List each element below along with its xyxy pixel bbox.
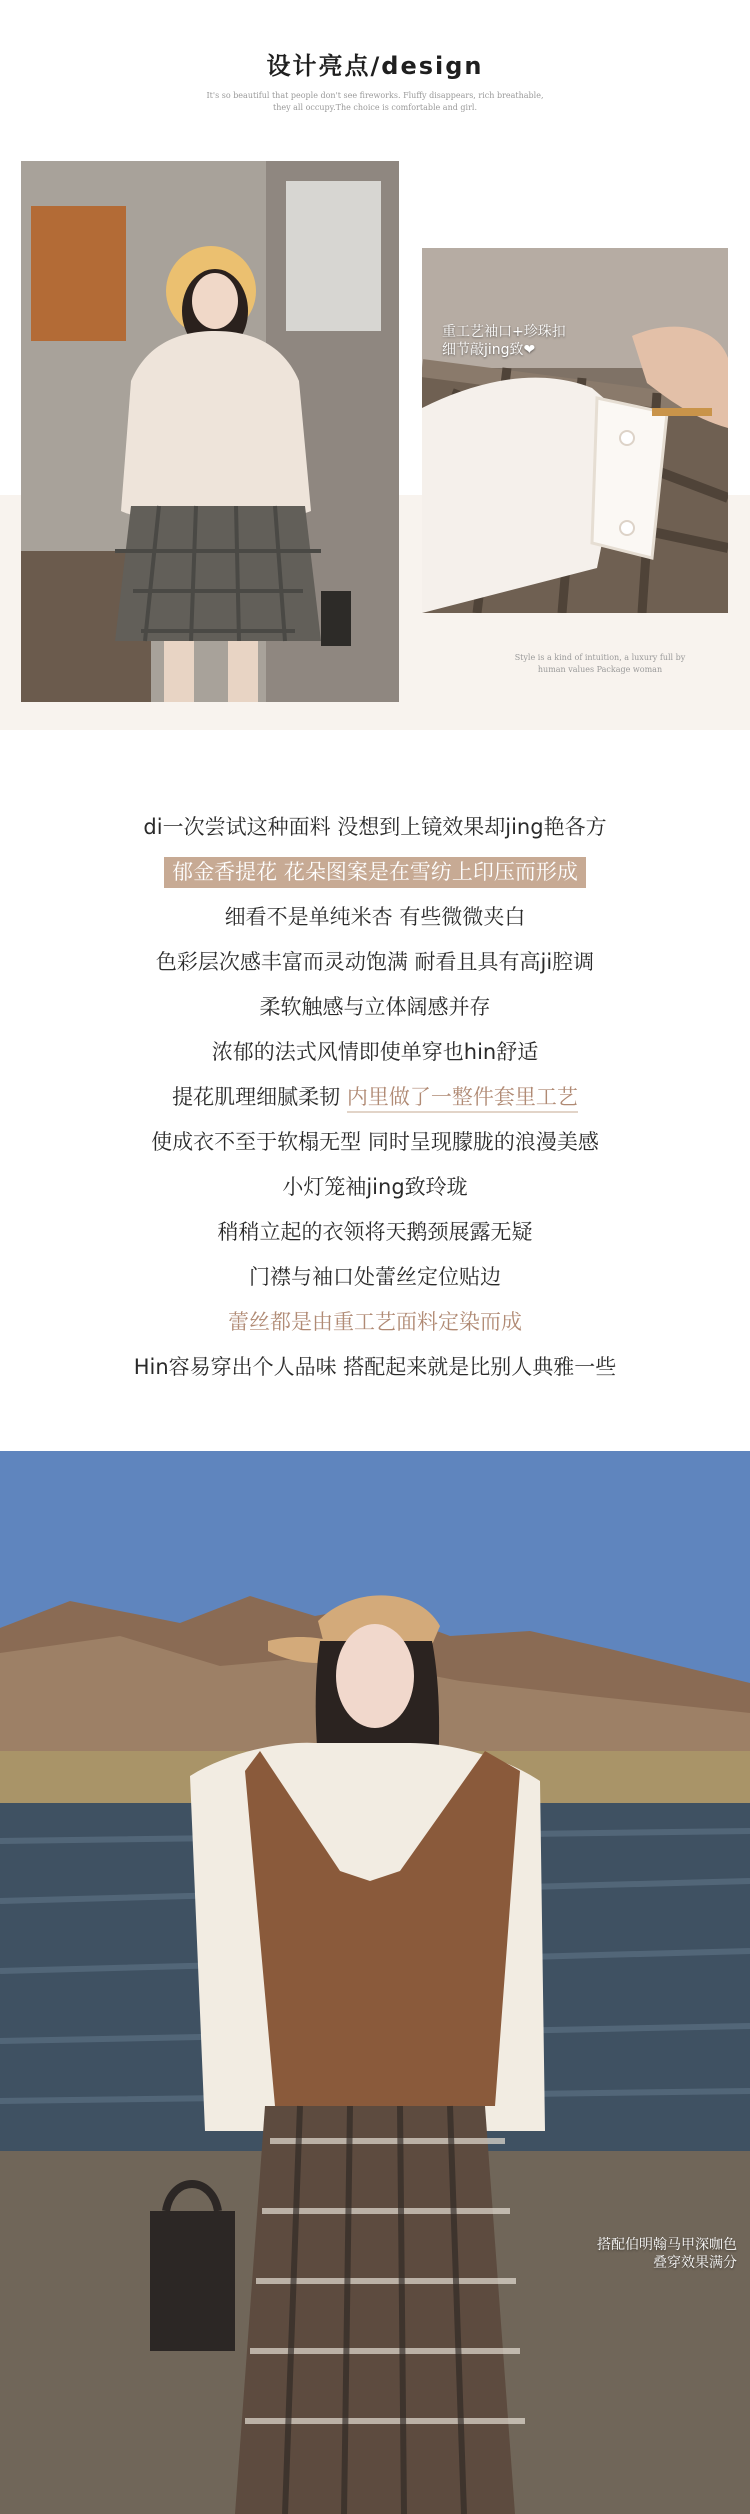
description-line-prefix: 提花肌理细腻柔韧	[172, 1085, 347, 1109]
sleeve-caption-line: 重工艺袖口+珍珠扣	[442, 324, 566, 340]
design-highlight-section	[0, 0, 750, 730]
description-block	[0, 805, 750, 1390]
description-line: 浓郁的法式风情即使单穿也hin舒适	[211, 1040, 539, 1064]
description-line-accent: 蕾丝都是由重工艺面料定染而成	[228, 1310, 522, 1334]
description-line: 色彩层次感丰富而灵动饱满 耐看且具有高ji腔调	[155, 950, 595, 974]
style-note	[510, 652, 690, 676]
tulip-jacquard-pill: 郁金香提花 花朵图案是在雪纺上印压而形成	[164, 857, 586, 888]
description-line: 门襟与袖口处蕾丝定位贴边	[249, 1265, 501, 1289]
outfit-caption-line: 叠穿效果满分	[653, 2255, 737, 2271]
model-photo-cafe	[21, 161, 399, 702]
sleeve-caption-line: 细节敲jing致❤	[442, 342, 536, 358]
description-line-mixed	[0, 1075, 750, 1120]
description-line: 小灯笼袖jing致玲珑	[282, 1175, 468, 1199]
outfit-caption-line: 搭配伯明翰马甲深咖色	[597, 2237, 737, 2253]
outdoor-photo-illustration	[0, 1451, 750, 2514]
sleeve-detail-photo	[422, 248, 728, 613]
description-line-highlight	[0, 850, 750, 895]
subtitle-line: they all occupy.The choice is comfortable and girl.	[273, 103, 477, 112]
description-line: 使成衣不至于软榻无型 同时呈现朦胧的浪漫美感	[151, 1130, 599, 1154]
sleeve-detail-illustration	[422, 248, 728, 613]
lining-highlight: 内里做了一整件套里工艺	[347, 1085, 578, 1113]
description-line: Hin容易穿出个人品味 搭配起来就是比别人典雅一些	[133, 1355, 617, 1379]
description-line: 细看不是单纯米杏 有些微微夹白	[224, 905, 526, 929]
outfit-caption	[537, 2236, 737, 2272]
style-note-line: Style is a kind of intuition, a luxury full by	[514, 653, 686, 662]
style-note-line: human values Package woman	[537, 665, 663, 674]
outdoor-model-photo	[0, 1451, 750, 2514]
description-line: 稍稍立起的衣领将天鹅颈展露无疑	[217, 1220, 533, 1244]
description-line: 柔软触感与立体阔感并存	[259, 995, 491, 1019]
subtitle	[0, 90, 750, 114]
page-title: 设计亮点/design	[266, 52, 484, 80]
subtitle-line: It's so beautiful that people don't see fireworks. Fluffy disappears, rich breathable,	[206, 91, 544, 100]
description-line: di一次尝试这种面料 没想到上镜效果却jing艳各方	[143, 815, 607, 839]
sleeve-caption	[442, 323, 672, 359]
model-photo-illustration	[21, 161, 399, 702]
